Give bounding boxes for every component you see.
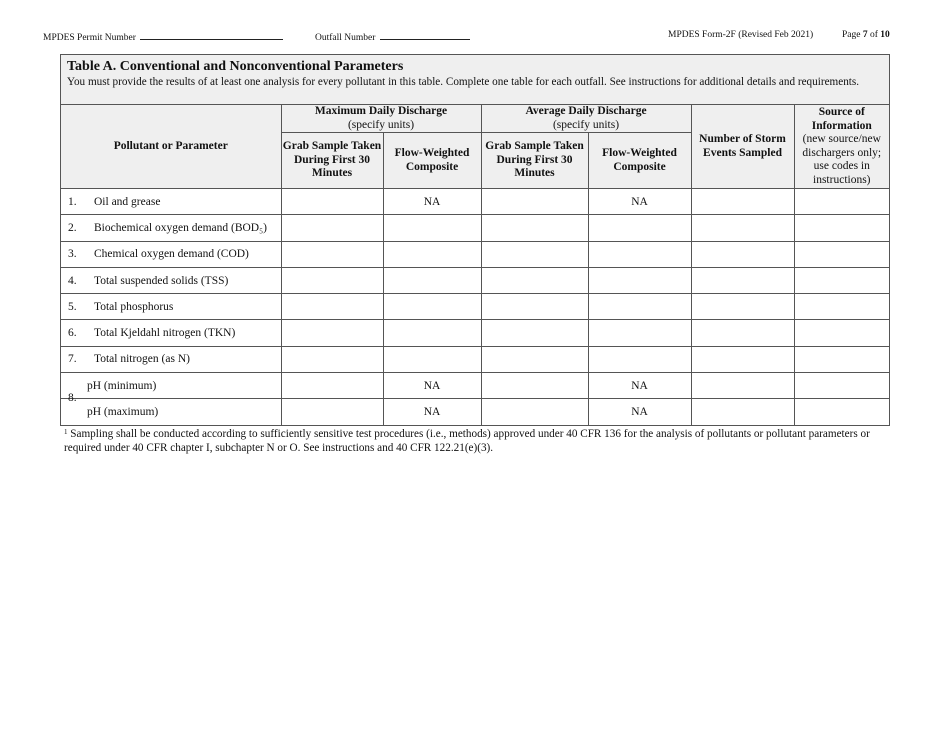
parameter-name: Chemical oxygen demand (COD) — [94, 248, 249, 261]
source-cell[interactable] — [794, 346, 889, 372]
source-cell[interactable] — [794, 320, 889, 346]
source-cell[interactable] — [794, 241, 889, 267]
max-grab-cell[interactable] — [281, 267, 383, 293]
footnote-marker: 1 — [64, 428, 68, 436]
max-flow-cell[interactable] — [383, 346, 481, 372]
storm-events-cell[interactable] — [691, 189, 794, 215]
avg-grab-cell[interactable] — [481, 320, 588, 346]
footnote — [64, 428, 874, 455]
table-description: You must provide the results of at least one analysis for every pollutant in this table. Complete one table for each outfall. See instructions for additional details and requirements. — [67, 76, 860, 88]
storm-events-cell[interactable] — [691, 320, 794, 346]
parameter-name: Oil and grease — [94, 195, 161, 208]
max-grab-cell[interactable] — [281, 346, 383, 372]
source-cell[interactable] — [794, 399, 889, 425]
permit-number-blank[interactable] — [140, 30, 283, 40]
page-header — [43, 30, 893, 42]
table-row: 7. Total nitrogen (as N) — [61, 346, 889, 372]
storm-events-cell[interactable] — [691, 241, 794, 267]
table-row: 4. Total suspended solids (TSS) — [61, 267, 889, 293]
storm-events-cell[interactable] — [691, 267, 794, 293]
avg-grab-cell[interactable] — [481, 189, 588, 215]
parameters-table — [61, 105, 889, 425]
table-a-box — [60, 54, 890, 426]
max-grab-cell[interactable] — [281, 373, 383, 399]
max-grab-cell[interactable] — [281, 215, 383, 241]
parameter-name: Total phosphorus — [94, 300, 174, 313]
avg-flow-cell[interactable] — [588, 320, 691, 346]
parameter-name: pH (maximum) — [87, 406, 159, 419]
avg-flow-cell[interactable] — [588, 241, 691, 267]
page-current: 7 — [862, 30, 868, 40]
max-grab-cell[interactable] — [281, 294, 383, 320]
storm-events-cell[interactable] — [691, 215, 794, 241]
parameter-name: pH (minimum) — [87, 379, 157, 392]
table-row: 6. Total Kjeldahl nitrogen (TKN) — [61, 320, 889, 346]
table-header-block — [61, 55, 889, 105]
col-header-source: Source of Information (new source/new dischargers only; use codes in instructions) — [794, 105, 889, 189]
avg-flow-cell: NA — [588, 189, 691, 215]
avg-flow-cell[interactable] — [588, 215, 691, 241]
source-cell[interactable] — [794, 373, 889, 399]
parameter-name: Total suspended solids (TSS) — [94, 274, 229, 287]
source-cell[interactable] — [794, 294, 889, 320]
avg-flow-cell[interactable] — [588, 267, 691, 293]
avg-grab-cell[interactable] — [481, 399, 588, 425]
avg-flow-cell[interactable] — [588, 294, 691, 320]
footnote-text: Sampling shall be conducted according to sufficiently sensitive test procedures (i.e., methods) approved under 40 CFR 136 for the analysis of pollutants or pollutant parameters or required under 40 CFR chapter I, subchapter N or O. See instructions and 40 CFR 122.21(e)(3). — [64, 428, 870, 454]
col-header-max-flow: Flow-Weighted Composite — [383, 133, 481, 189]
storm-events-cell[interactable] — [691, 399, 794, 425]
max-flow-cell[interactable] — [383, 294, 481, 320]
avg-grab-cell[interactable] — [481, 373, 588, 399]
max-flow-cell: NA — [383, 373, 481, 399]
max-flow-cell[interactable] — [383, 241, 481, 267]
table-row: 2. Biochemical oxygen demand (BOD₅) — [61, 215, 889, 241]
source-cell[interactable] — [794, 267, 889, 293]
source-cell[interactable] — [794, 189, 889, 215]
table-row: 5. Total phosphorus — [61, 294, 889, 320]
col-header-avg-grab: Grab Sample Taken During First 30 Minutes — [481, 133, 588, 189]
max-flow-cell: NA — [383, 189, 481, 215]
storm-events-cell[interactable] — [691, 346, 794, 372]
avg-flow-cell[interactable] — [588, 346, 691, 372]
table-row-ph-max — [61, 399, 889, 425]
outfall-number-label: Outfall Number — [315, 33, 376, 43]
avg-flow-cell: NA — [588, 399, 691, 425]
avg-grab-cell[interactable] — [481, 267, 588, 293]
table-title: Table A. Conventional and Nonconventional Parameters — [67, 59, 404, 74]
avg-grab-cell[interactable] — [481, 346, 588, 372]
col-header-storm-events: Number of Storm Events Sampled — [691, 105, 794, 189]
page-indicator — [842, 30, 890, 40]
parameter-name: Total nitrogen (as N) — [94, 353, 190, 366]
max-flow-cell[interactable] — [383, 215, 481, 241]
avg-grab-cell[interactable] — [481, 294, 588, 320]
max-grab-cell[interactable] — [281, 189, 383, 215]
outfall-number-blank[interactable] — [380, 30, 470, 40]
col-header-max-daily: Maximum Daily Discharge (specify units) — [281, 105, 481, 133]
source-cell[interactable] — [794, 215, 889, 241]
storm-events-cell[interactable] — [691, 373, 794, 399]
storm-events-cell[interactable] — [691, 294, 794, 320]
permit-number-label: MPDES Permit Number — [43, 33, 136, 43]
outfall-number-field[interactable] — [315, 30, 470, 43]
max-flow-cell[interactable] — [383, 267, 481, 293]
page-of: of — [869, 30, 878, 40]
page-prefix: Page — [842, 30, 861, 40]
col-header-avg-daily: Average Daily Discharge (specify units) — [481, 105, 691, 133]
max-flow-cell: NA — [383, 399, 481, 425]
col-header-pollutant: Pollutant or Parameter — [61, 105, 281, 189]
col-header-max-grab: Grab Sample Taken During First 30 Minutes — [281, 133, 383, 189]
max-grab-cell[interactable] — [281, 320, 383, 346]
table-row: 1. Oil and grease NA NA — [61, 189, 889, 215]
ph-row-number: 8. — [68, 392, 77, 405]
parameter-name: Biochemical oxygen demand (BOD₅) — [94, 221, 267, 234]
permit-number-field[interactable] — [43, 30, 283, 43]
page-total: 10 — [880, 30, 890, 40]
max-flow-cell[interactable] — [383, 320, 481, 346]
avg-flow-cell: NA — [588, 373, 691, 399]
avg-grab-cell[interactable] — [481, 215, 588, 241]
form-label: MPDES Form-2F (Revised Feb 2021) — [668, 30, 814, 40]
avg-grab-cell[interactable] — [481, 241, 588, 267]
table-row-ph-min — [61, 373, 889, 399]
col-header-avg-flow: Flow-Weighted Composite — [588, 133, 691, 189]
max-grab-cell[interactable] — [281, 241, 383, 267]
parameter-name: Total Kjeldahl nitrogen (TKN) — [94, 327, 236, 340]
table-row: 3. Chemical oxygen demand (COD) — [61, 241, 889, 267]
max-grab-cell[interactable] — [281, 399, 383, 425]
